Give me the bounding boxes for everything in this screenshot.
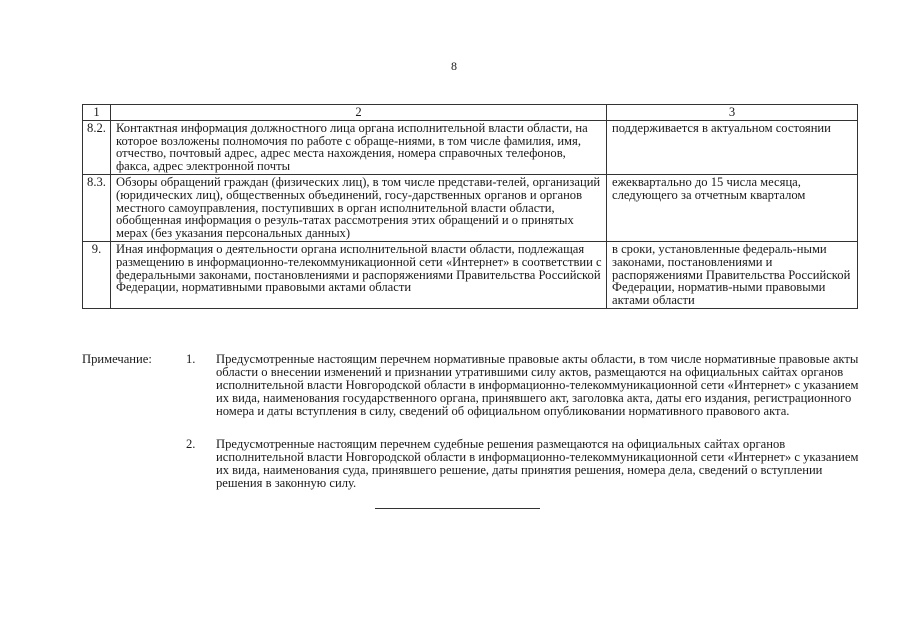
note-text: Предусмотренные настоящим перечнем нормативные правовые акты области, в том числе нормативные правовые акты области о внесении изменений и признании утратившими силу актов, размещаются на официальных сайтах органов исполнительной власти Новгородской области в информационно-телекоммуникационной сети «Интернет» с указанием их вида, наименования государственного органа, принявшего акт, заголовка акта, даты его издания, регистрационного номера и даты вступления в силу, сведений об официальном опубликовании нормативного правового акта. <box>216 352 859 418</box>
column-header: 3 <box>607 105 858 121</box>
row-term: в сроки, установленные федераль-ными законами, постановлениями и распоряжениями Правительства Российской Федерации, норматив-ными правовыми актами области <box>607 242 858 309</box>
row-term: поддерживается в актуальном состоянии <box>607 121 858 175</box>
notes-label: Примечание: <box>82 352 152 366</box>
row-number: 8.2. <box>83 121 111 175</box>
end-divider <box>375 508 540 509</box>
row-term: ежеквартально до 15 числа месяца, следующего за отчетным кварталом <box>607 175 858 242</box>
column-header: 2 <box>111 105 607 121</box>
table-row <box>83 121 858 175</box>
table-header-row <box>83 105 858 121</box>
page-number: 8 <box>451 59 457 73</box>
table-row <box>83 242 858 309</box>
note-number: 2. <box>186 437 196 451</box>
column-header: 1 <box>83 105 111 121</box>
row-number: 8.3. <box>83 175 111 242</box>
note-item <box>186 438 862 490</box>
information-table <box>82 104 858 309</box>
row-content: Обзоры обращений граждан (физических лиц), в том числе представи-телей, организаций (юридических лиц), общественных объединений, госу-дарственных органов и органов местного самоуправления, поступивших в орган исполнительной власти области, обобщенная информация о резуль-татах рассмотрения этих обращений и о принятых мерах (без указания персональных данных) <box>111 175 607 242</box>
note-number: 1. <box>186 352 196 366</box>
table-row <box>83 175 858 242</box>
note-text: Предусмотренные настоящим перечнем судебные решения размещаются на официальных сайтах органов исполнительной власти Новгородской области в информационно-телекоммуникационной сети «Интернет» с указанием их вида, наименования суда, принявшего решение, даты принятия решения, номера дела, сведений о вступлении решения в законную силу. <box>216 437 859 490</box>
row-content: Контактная информация должностного лица органа исполнительной власти области, на которое возложены полномочия по работе с обраще-ниями, в том числе фамилия, имя, отчество, почтовый адрес, адрес места нахождения, номера справочных телефонов, факса, адрес электронной почты <box>111 121 607 175</box>
row-number: 9. <box>83 242 111 309</box>
note-item <box>186 353 862 418</box>
row-content: Иная информация о деятельности органа исполнительной власти области, подлежащая размещению в информационно-телекоммуникационной сети «Интернет» в соответствии с федеральными законами, постановлениями и распоряжениями Правительства Российской Федерации, нормативными правовыми актами области <box>111 242 607 309</box>
